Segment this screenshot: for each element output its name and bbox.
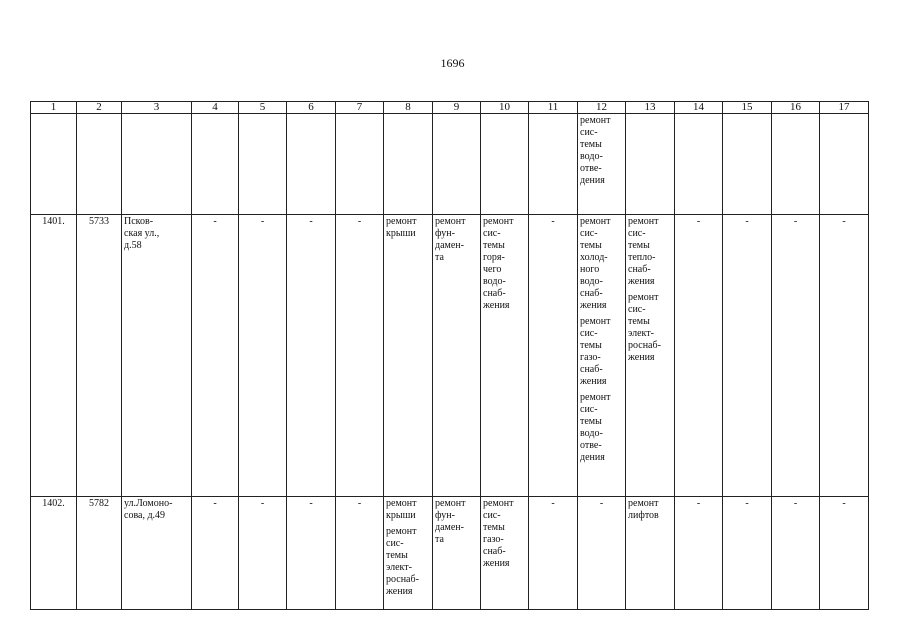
table-cell bbox=[239, 114, 287, 215]
table-cell bbox=[772, 114, 820, 215]
cell-value: - bbox=[793, 216, 798, 227]
table-cell bbox=[192, 114, 239, 215]
repair-item: ремонт крыши bbox=[386, 216, 417, 239]
table-cell bbox=[626, 215, 675, 497]
repair-item: ремонт сис- темы водо- отве- дения bbox=[580, 392, 611, 463]
cell-value: - bbox=[213, 498, 217, 509]
table-cell bbox=[723, 215, 772, 497]
table-cell bbox=[77, 215, 122, 497]
column-number: 3 bbox=[122, 102, 192, 114]
column-number: 10 bbox=[481, 102, 529, 114]
table-cell bbox=[239, 215, 287, 497]
table-cell bbox=[481, 114, 529, 215]
table-cell bbox=[122, 497, 192, 610]
row-index: 1401. bbox=[42, 216, 65, 227]
cell-value: - bbox=[842, 216, 846, 227]
cell-value: - bbox=[696, 498, 701, 509]
column-number: 12 bbox=[578, 102, 626, 114]
table-cell bbox=[578, 497, 626, 610]
cell-value: - bbox=[745, 216, 749, 227]
row-index: 1402. bbox=[42, 498, 65, 509]
column-number: 9 bbox=[433, 102, 481, 114]
table-cell bbox=[578, 215, 626, 497]
table-cell bbox=[287, 497, 336, 610]
table-cell bbox=[529, 497, 578, 610]
table-cell bbox=[192, 215, 239, 497]
table-cell bbox=[384, 497, 433, 610]
column-number: 16 bbox=[772, 102, 820, 114]
table-cell bbox=[287, 114, 336, 215]
cell-value: - bbox=[696, 216, 701, 227]
table-cell bbox=[122, 114, 192, 215]
table-cell bbox=[336, 215, 384, 497]
table-cell bbox=[772, 497, 820, 610]
table-cell bbox=[287, 215, 336, 497]
repair-item: ремонт крыши bbox=[386, 498, 417, 521]
table-cell bbox=[675, 497, 723, 610]
table-cell bbox=[239, 497, 287, 610]
table-cell bbox=[433, 497, 481, 610]
column-number: 17 bbox=[820, 102, 869, 114]
table-cell bbox=[723, 497, 772, 610]
column-number: 14 bbox=[675, 102, 723, 114]
address: ул.Ломоно- сова, д.49 bbox=[124, 498, 173, 521]
column-number: 6 bbox=[287, 102, 336, 114]
address: Псков- ская ул., д.58 bbox=[124, 216, 160, 251]
object-code: 5782 bbox=[89, 498, 109, 509]
column-number: 13 bbox=[626, 102, 675, 114]
cell-value: - bbox=[551, 498, 555, 509]
table-cell bbox=[122, 215, 192, 497]
repair-item: ремонт сис- темы газо- снаб- жения bbox=[580, 316, 611, 387]
table-cell bbox=[481, 497, 529, 610]
cell-value: - bbox=[309, 216, 313, 227]
object-code: 5733 bbox=[89, 216, 109, 227]
column-number: 2 bbox=[77, 102, 122, 114]
cell-value: - bbox=[260, 498, 265, 509]
repair-item: ремонт сис- темы элект- роснаб- жения bbox=[386, 526, 419, 597]
cell-value: - bbox=[357, 216, 362, 227]
repair-item: ремонт сис- темы холод- ного водо- снаб- жения bbox=[580, 216, 611, 311]
table-cell bbox=[820, 497, 869, 610]
table-cell bbox=[626, 497, 675, 610]
table-cell bbox=[31, 215, 77, 497]
table-cell bbox=[77, 114, 122, 215]
table-cell bbox=[578, 114, 626, 215]
column-number-row bbox=[31, 102, 869, 114]
table-cell bbox=[433, 215, 481, 497]
cell-value: - bbox=[551, 216, 555, 227]
column-number: 11 bbox=[529, 102, 578, 114]
repair-item: ремонт лифтов bbox=[628, 498, 659, 521]
table-cell bbox=[31, 114, 77, 215]
table-cell bbox=[31, 497, 77, 610]
repair-item: ремонт сис- темы горя- чего водо- снаб- жения bbox=[483, 216, 514, 311]
table-cell bbox=[433, 114, 481, 215]
column-number: 8 bbox=[384, 102, 433, 114]
table-cell bbox=[820, 215, 869, 497]
column-number: 1 bbox=[31, 102, 77, 114]
repair-item: ремонт сис- темы элект- роснаб- жения bbox=[628, 292, 661, 363]
cell-value: - bbox=[793, 498, 798, 509]
repair-item: ремонт фун- дамен- та bbox=[435, 498, 466, 545]
cell-value: - bbox=[260, 216, 265, 227]
table-cell bbox=[336, 497, 384, 610]
repair-item: - bbox=[599, 498, 604, 509]
table-cell bbox=[336, 114, 384, 215]
table-cell bbox=[384, 215, 433, 497]
table-cell bbox=[529, 114, 578, 215]
table-cell bbox=[192, 497, 239, 610]
table-cell bbox=[481, 215, 529, 497]
table-row bbox=[31, 215, 869, 497]
cell-value: - bbox=[213, 216, 217, 227]
cell-value: - bbox=[842, 498, 846, 509]
table-row bbox=[31, 497, 869, 610]
table-cell bbox=[723, 114, 772, 215]
table-cell bbox=[529, 215, 578, 497]
page-number: 1696 bbox=[440, 56, 465, 70]
table-cell bbox=[820, 114, 869, 215]
repair-schedule-table bbox=[30, 101, 869, 610]
table-cell bbox=[772, 215, 820, 497]
table-cell bbox=[77, 497, 122, 610]
repair-item: ремонт сис- темы тепло- снаб- жения bbox=[628, 216, 659, 287]
table-cell bbox=[675, 114, 723, 215]
column-number: 7 bbox=[336, 102, 384, 114]
table-cell bbox=[384, 114, 433, 215]
table-cell bbox=[626, 114, 675, 215]
cell-value: - bbox=[309, 498, 313, 509]
column-number: 5 bbox=[239, 102, 287, 114]
table-row bbox=[31, 114, 869, 215]
column-number: 15 bbox=[723, 102, 772, 114]
column-number: 4 bbox=[192, 102, 239, 114]
table-cell bbox=[675, 215, 723, 497]
repair-item: ремонт сис- темы газо- снаб- жения bbox=[483, 498, 514, 569]
cell-value: - bbox=[357, 498, 362, 509]
repair-item: ремонт фун- дамен- та bbox=[435, 216, 466, 263]
repair-item: ремонт сис- темы водо- отве- дения bbox=[580, 115, 611, 186]
cell-value: - bbox=[745, 498, 749, 509]
